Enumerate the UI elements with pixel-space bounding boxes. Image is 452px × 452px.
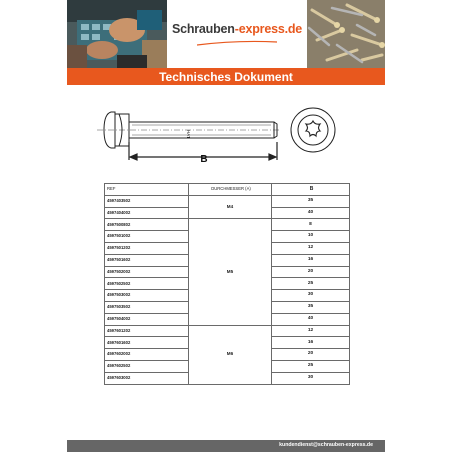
logo-text-domain: -express.de [234,22,303,36]
cell-b: 10 [272,231,350,243]
head-marking: HAT [186,130,191,139]
cell-b: 30 [272,290,350,302]
cell-ref: 4597601202 [105,325,189,337]
cell-ref: 4597502002 [105,266,189,278]
cell-b: 12 [272,325,350,337]
cell-ref: 4597601602 [105,337,189,349]
cell-ref: 4597500802 [105,219,189,231]
cell-b: 40 [272,207,350,219]
cell-b: 16 [272,254,350,266]
cell-diameter: M6 [189,325,272,384]
table-row [105,195,350,207]
cell-ref: 4597403502 [105,195,189,207]
cell-diameter: M5 [189,219,272,325]
brand-logo[interactable] [167,22,307,36]
column-header-diameter: DURCHMESSER (A) [189,184,272,196]
cell-b: 20 [272,349,350,361]
cell-b: 25 [272,360,350,372]
header-photo-screws [307,0,385,68]
cell-ref: 4597501202 [105,242,189,254]
cell-b: 8 [272,219,350,231]
cell-b: 35 [272,301,350,313]
cell-ref: 4597404002 [105,207,189,219]
cell-ref: 4597502502 [105,278,189,290]
screw-top-view [291,108,335,152]
cell-ref: 4597501002 [105,231,189,243]
cell-ref: 4597504002 [105,313,189,325]
spec-table [104,183,350,385]
table-header-row [105,184,350,196]
title-bar [67,68,385,85]
logo-text-main: Schrauben [171,22,235,36]
document-page [67,0,385,452]
cell-ref: 4597501602 [105,254,189,266]
cell-b: 12 [272,242,350,254]
dimension-label: B [200,154,208,165]
cell-b: 40 [272,313,350,325]
column-header-ref: REF [105,184,189,196]
table-row [105,219,350,231]
cell-ref: 4597503502 [105,301,189,313]
cell-b: 35 [272,195,350,207]
cell-b: 30 [272,372,350,384]
cell-ref: 4597602502 [105,360,189,372]
table-row [105,325,350,337]
document-title: Technisches Dokument [159,69,293,84]
footer-bar [67,440,385,452]
technical-drawing [67,100,385,170]
footer-email-link[interactable]: kundendienst@schrauben-express.de [279,442,373,448]
cell-b: 20 [272,266,350,278]
header-photo-workshop [67,0,167,68]
cell-ref: 4597503002 [105,290,189,302]
logo-swoosh-icon [197,40,277,46]
logo-area [167,0,307,68]
cell-diameter: M4 [189,195,272,219]
cell-ref: 4597602002 [105,349,189,361]
cell-b: 25 [272,278,350,290]
column-header-b: B [272,184,350,196]
cell-ref: 4597603002 [105,372,189,384]
cell-b: 16 [272,337,350,349]
